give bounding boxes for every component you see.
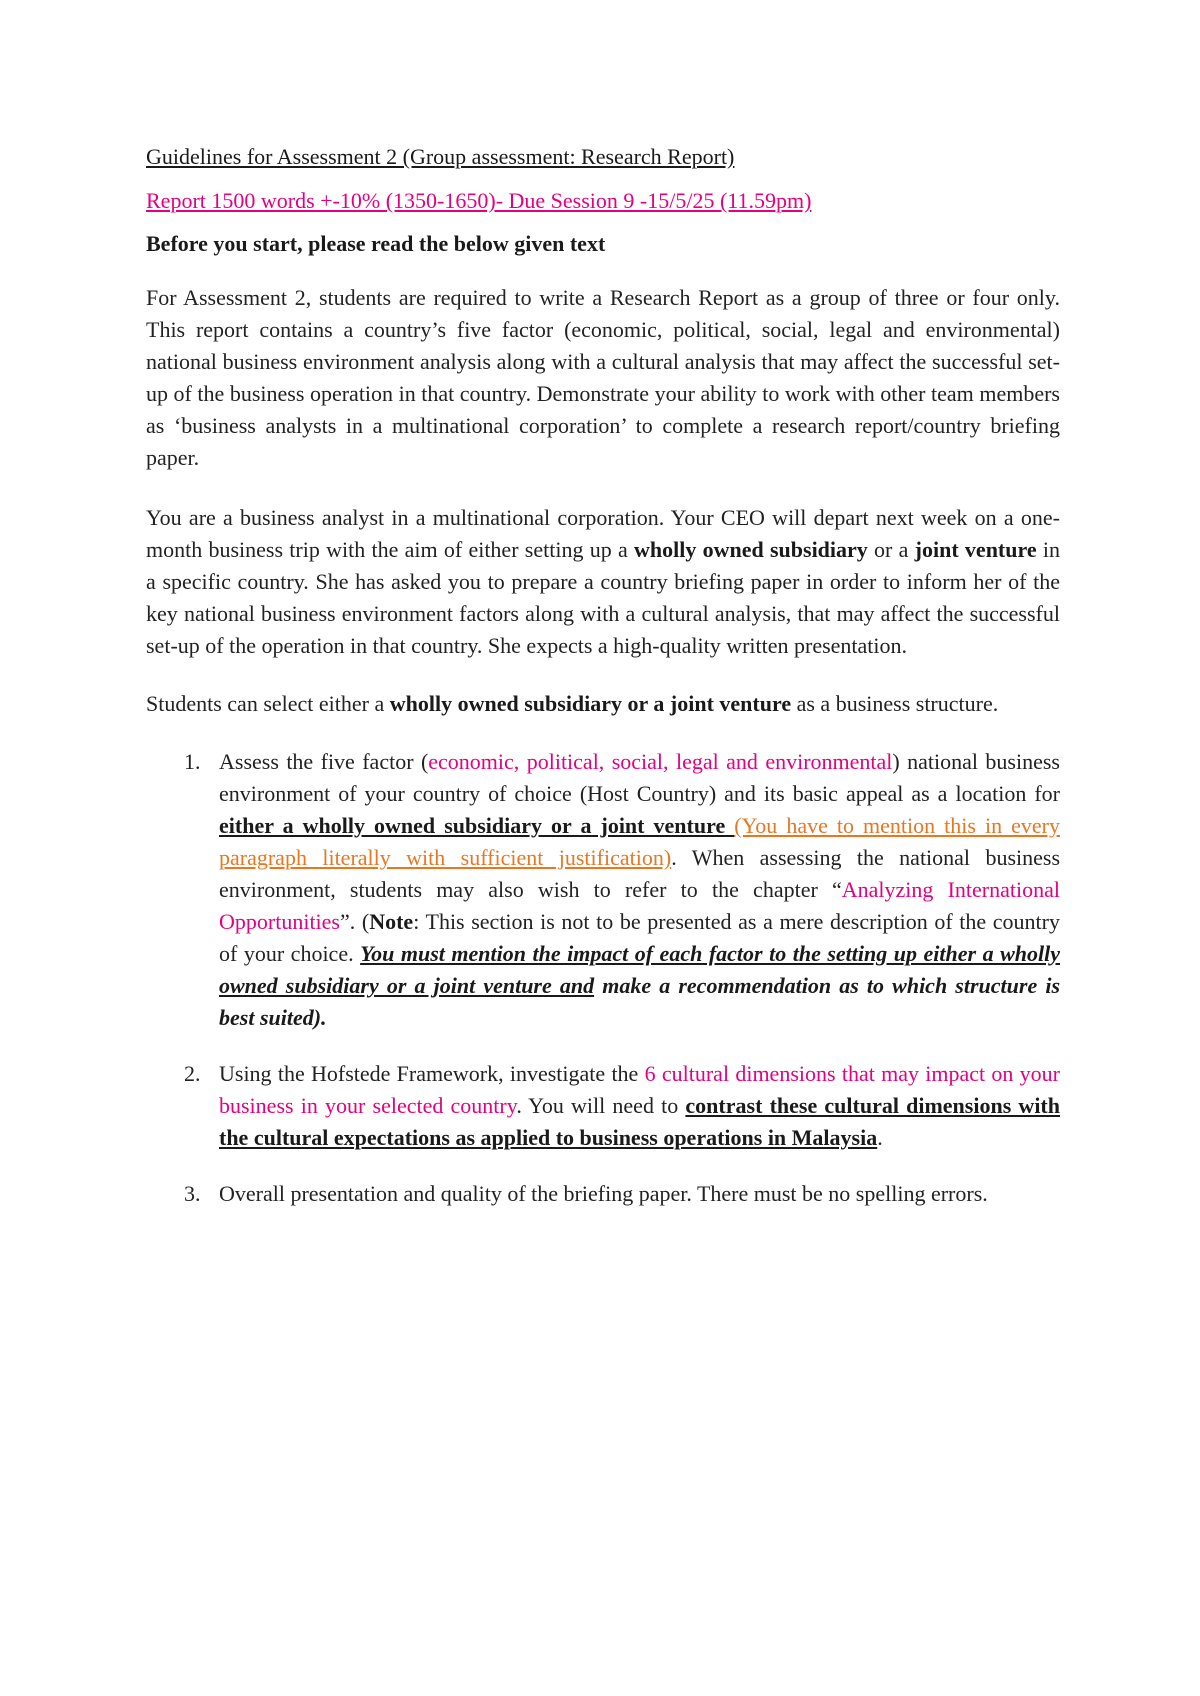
- document-title: Guidelines for Assessment 2 (Group assessment: Research Report): [146, 144, 735, 169]
- scenario-bold-wholly-owned: wholly owned subsidiary: [633, 537, 868, 562]
- scenario-bold-joint-venture: joint venture: [914, 537, 1037, 562]
- task2-text-3: .: [877, 1125, 883, 1150]
- task1-text-3: . When assessing the national business environment, students may also wish to refer to the chapter “: [219, 845, 1061, 902]
- task2-contrast-emphasis: contrast these cultural dimensions with the cultural expectations as applied to business operations in Malaysia: [219, 1093, 1060, 1150]
- task1-text-4: ”. (: [340, 909, 370, 934]
- task2-text-1: Using the Hofstede Framework, investigate the: [219, 1061, 645, 1086]
- task-item-1: [146, 746, 1060, 1034]
- task-list: [146, 746, 1060, 1210]
- structure-bold-options: wholly owned subsidiary or a joint venture: [389, 691, 792, 716]
- scenario-text-1: You are a business analyst in a multinational corporation. Your CEO will depart next week on a one-month business trip with the aim of either setting up a: [146, 505, 1060, 562]
- task2-text-2: . You will need to: [516, 1093, 686, 1118]
- task-number: 1.: [184, 749, 201, 774]
- task-number: 2.: [184, 1061, 201, 1086]
- before-you-start-heading: Before you start, please read the below given text: [146, 231, 606, 256]
- task1-note-label: Note: [369, 909, 414, 934]
- task-item-2: [146, 1058, 1060, 1154]
- task1-text-2: ) national business environment of your country of choice (Host Country) and its basic appeal as a location for: [219, 749, 1060, 806]
- scenario-paragraph: [146, 502, 1060, 662]
- scenario-text-3: in a specific country. She has asked you to prepare a country briefing paper in order to inform her of the key national business environment factors along with a cultural analysis, that may affect the successful set-up of the operation in that country. She expects a high-quality written presentation.: [146, 537, 1060, 658]
- task1-chapter-name: Analyzing International Opportunities: [219, 877, 1060, 934]
- task2-cultural-dimensions: 6 cultural dimensions that may impact on your business in your selected country: [219, 1061, 1060, 1118]
- structure-choice-paragraph: [146, 688, 1060, 720]
- structure-text-1: Students can select either a: [146, 691, 390, 716]
- task3-text-1: Overall presentation and quality of the briefing paper. There must be no spelling errors.: [219, 1181, 988, 1206]
- structure-text-2: as a business structure.: [791, 691, 999, 716]
- task-item-3: [146, 1178, 1060, 1210]
- intro-paragraph: For Assessment 2, students are required to write a Research Report as a group of three or four only. This report contains a country’s five factor (economic, political, social, legal and environmental) national business environment analysis along with a cultural analysis that may affect the successful set-up of the business operation in that country. Demonstrate your ability to work with other team members as ‘business analysts in a multinational corporation’ to complete a research report/country briefing paper.: [146, 285, 1060, 470]
- task1-text-5: : This section is not to be presented as a mere description of the country of your choice.: [219, 909, 1060, 966]
- task1-orange-instruction: (You have to mention this in every paragraph literally with sufficient justification): [219, 813, 1060, 870]
- task1-recommendation-emphasis: make a recommendation as to which structure is best suited).: [219, 973, 1061, 1030]
- document-page: [146, 141, 1060, 1234]
- report-word-count-due-date: Report 1500 words +-10% (1350-1650)- Due Session 9 -15/5/25 (11.59pm): [146, 188, 812, 213]
- task1-text-1: Assess the five factor (: [219, 749, 429, 774]
- task1-structure-emphasis: either a wholly owned subsidiary or a joint venture: [219, 813, 735, 838]
- task1-five-factors: economic, political, social, legal and environmental: [428, 749, 893, 774]
- task-number: 3.: [184, 1181, 201, 1206]
- task1-impact-emphasis: You must mention the impact of each factor to the setting up either a wholly owned subsidiary or a joint venture and: [219, 941, 1060, 998]
- scenario-text-2: or a: [867, 537, 915, 562]
